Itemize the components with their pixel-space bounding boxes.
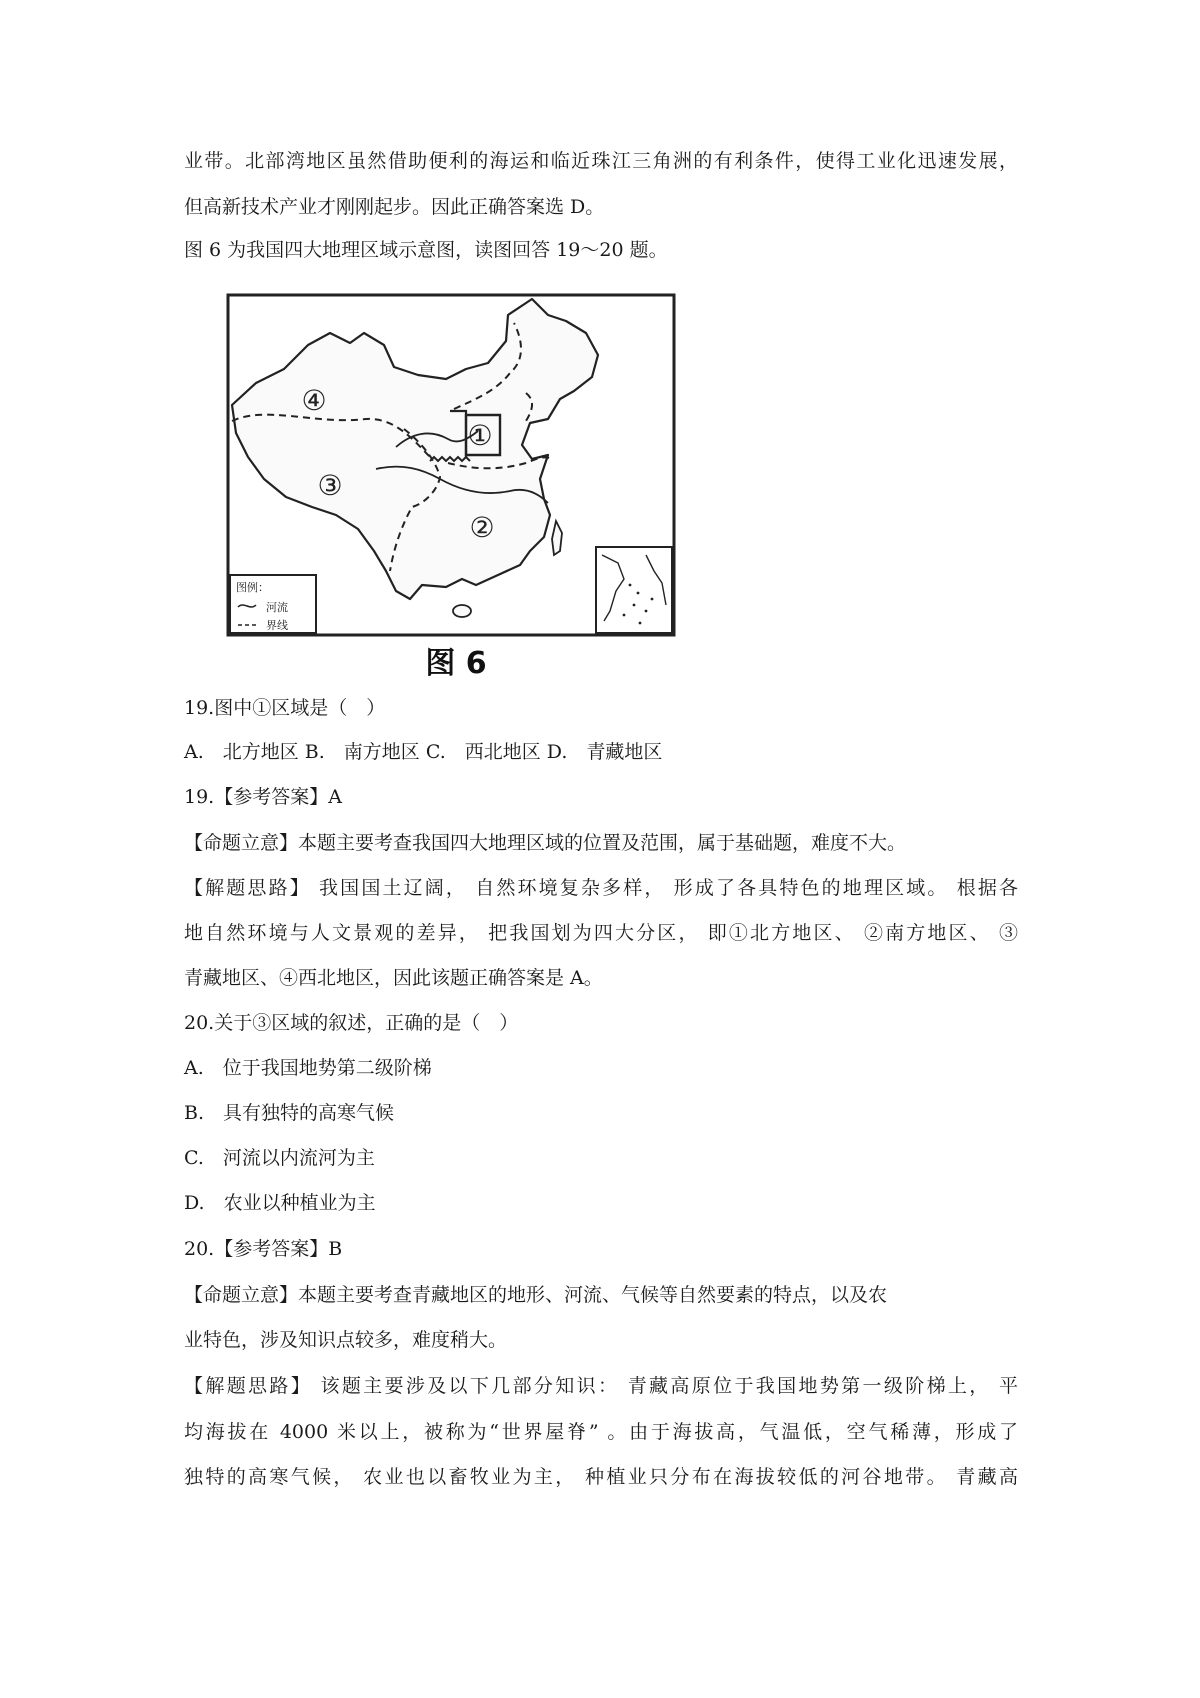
text-line: 但高新技术产业才刚刚起步。因此正确答案选 D。 xyxy=(184,196,605,218)
legend-river: 河流 xyxy=(266,601,288,614)
text-line: 独特的高寒气候， 农业也以畜牧业为主， 种植业只分布在海拔较低的河谷地带。 青藏高 xyxy=(184,1466,1018,1488)
text-line: 地自然环境与人文景观的差异， 把我国划为四大分区， 即①北方地区、 ②南方地区、 ③ xyxy=(184,922,1018,944)
legend-title: 图例： xyxy=(236,581,269,594)
text-line: 业带。北部湾地区虽然借助便利的海运和临近珠江三角洲的有利条件，使得工业化迅速发展， xyxy=(184,150,1018,172)
text-line: 业特色，涉及知识点较多，难度稍大。 xyxy=(184,1329,508,1351)
answer-20: 20.【参考答案】B xyxy=(184,1238,343,1260)
text-line: 【解题思路】 我国国土辽阔， 自然环境复杂多样， 形成了各具特色的地理区域。 根据各 xyxy=(184,877,1018,899)
legend-boundary: 界线 xyxy=(266,619,288,632)
region-label-4: ④ xyxy=(301,384,327,417)
text-line: 均海拔在 4000 米以上，被称为“世界屋脊” 。由于海拔高，气温低，空气稀薄，形成了 xyxy=(184,1421,1018,1443)
figure-caption: 图 6 xyxy=(425,646,487,681)
question-19: 19.图中①区域是（ ） xyxy=(184,697,386,719)
question-20-option-c: C. 河流以内流河为主 xyxy=(184,1147,375,1169)
text-line: 【解题思路】 该题主要涉及以下几部分知识： 青藏高原位于我国地势第一级阶梯上， 平 xyxy=(184,1375,1018,1397)
text-line: 青藏地区、④西北地区，因此该题正确答案是 A。 xyxy=(184,967,603,989)
hainan-island xyxy=(453,605,471,617)
region-label-3: ③ xyxy=(317,469,343,502)
south-china-sea-inset xyxy=(596,547,672,633)
answer-19: 19.【参考答案】A xyxy=(184,786,342,808)
question-20: 20.关于③区域的叙述，正确的是（ ） xyxy=(184,1012,519,1034)
question-20-option-a: A. 位于我国地势第二级阶梯 xyxy=(184,1057,432,1079)
figure-6-map xyxy=(226,293,706,688)
text-line: 【命题立意】本题主要考查青藏地区的地形、河流、气候等自然要素的特点，以及农 xyxy=(184,1284,888,1306)
region-label-2: ② xyxy=(469,511,495,544)
figure-intro: 图 6 为我国四大地理区域示意图，读图回答 19～20 题。 xyxy=(184,239,668,261)
map-legend xyxy=(230,575,316,633)
question-19-options: A. 北方地区 B. 南方地区 C. 西北地区 D. 青藏地区 xyxy=(184,741,663,763)
region-label-1: ① xyxy=(467,419,493,452)
question-20-option-d: D. 农业以种植业为主 xyxy=(184,1192,376,1214)
question-20-option-b: B. 具有独特的高寒气候 xyxy=(184,1102,395,1124)
text-line: 【命题立意】本题主要考查我国四大地理区域的位置及范围，属于基础题，难度不大。 xyxy=(184,832,907,854)
